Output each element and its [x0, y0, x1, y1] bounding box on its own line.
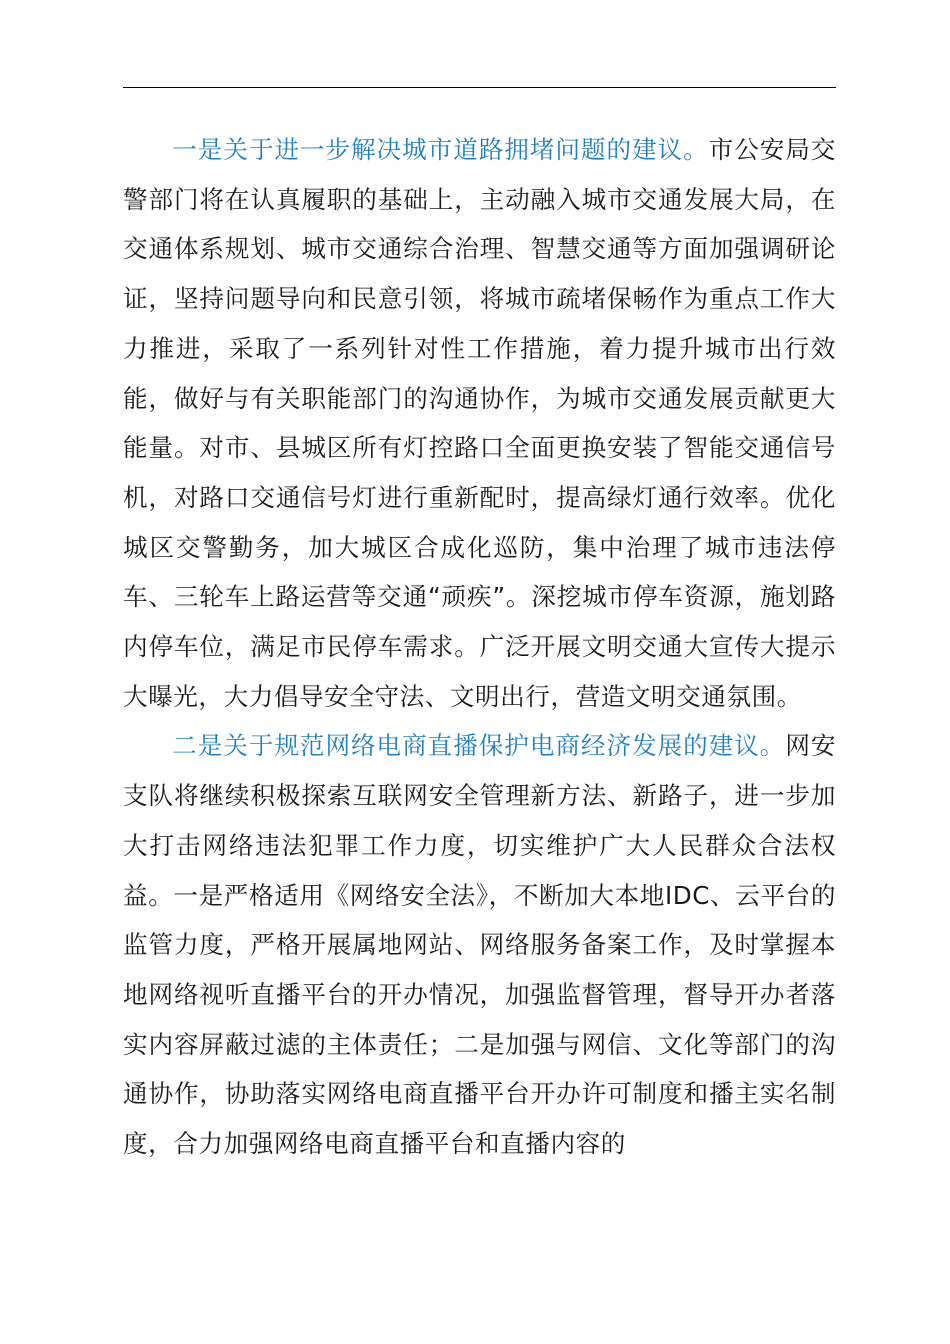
paragraph-traffic-congestion	[123, 125, 836, 721]
paragraph-body-text: 网安支队将继续积极探索互联网安全管理新方法、新路子，进一步加大打击网络违法犯罪工作力度，切实维护广大人民群众合法权益。一是严格适用《网络安全法》，不断加大本地IDC、云平台的监管力度，严格开展属地网站、网络服务备案工作，及时掌握本地网络视听直播平台的开办情况，加强监督管理，督导开办者落实内容屏蔽过滤的主体责任；二是加强与网信、文化等部门的沟通协作，协助落实网络电商直播平台开办许可制度和播主实名制度，合力加强网络电商直播平台和直播内容的	[123, 731, 837, 1159]
paragraph-lead-heading: 二是关于规范网络电商直播保护电商经济发展的建议。	[172, 731, 786, 761]
paragraph-body-text: 市公安局交警部门将在认真履职的基础上，主动融入城市交通发展大局，在交通体系规划、城市交通综合治理、智慧交通等方面加强调研论证，坚持问题导向和民意引领，将城市疏堵保畅作为重点工作大力推进，采取了一系列针对性工作措施，着力提升城市出行效能，做好与有关职能部门的沟通协作，为城市交通发展贡献更大能量。对市、县城区所有灯控路口全面更换安装了智能交通信号机，对路口交通信号灯进行重新配时，提高绿灯通行效率。优化城区交警勤务，加大城区合成化巡防，集中治理了城市违法停车、三轮车上路运营等交通“顽疾”。深挖城市停车资源，施划路内停车位，满足市民停车需求。广泛开展文明交通大宣传大提示大曝光，大力倡导安全守法、文明出行，营造文明交通氛围。	[123, 135, 836, 711]
paragraph-live-commerce	[123, 721, 836, 1168]
paragraph-lead-heading: 一是关于进一步解决城市道路拥堵问题的建议。	[172, 135, 709, 164]
header-rule	[123, 87, 836, 88]
document-body	[123, 125, 836, 1169]
